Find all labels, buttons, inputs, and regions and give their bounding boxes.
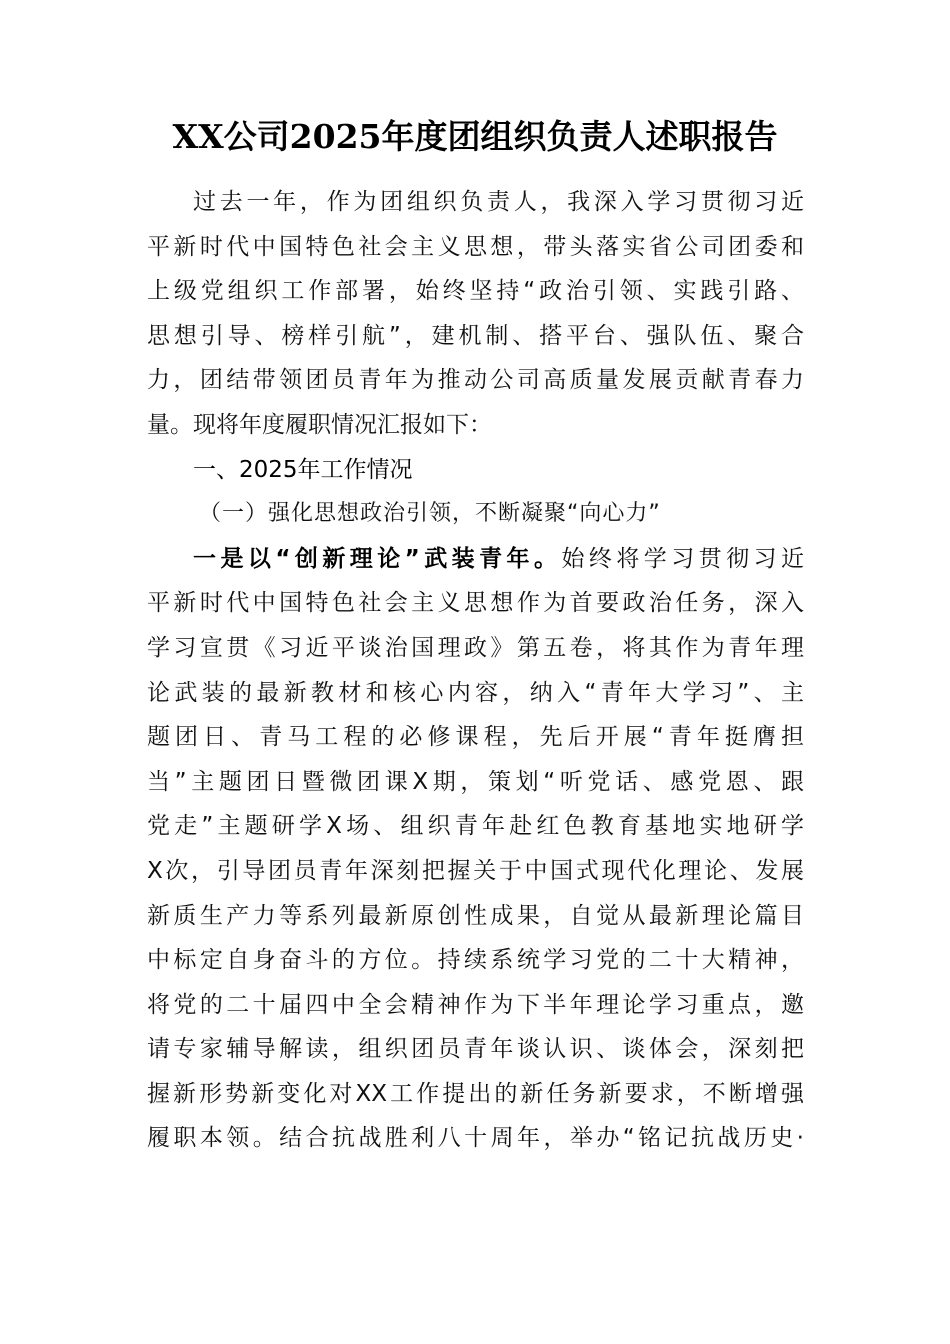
paragraph-line: 平新时代中国特色社会主义思想作为首要政治任务，深入 [147,590,804,617]
paragraph-line: 当”主题团日暨微团课X期，策划“听党话、感党恩、跟 [147,768,804,795]
paragraph-line: 中标定自身奋斗的方位。持续系统学习党的二十大精神， [147,947,804,974]
document-body [147,180,804,1161]
paragraph-line: 平新时代中国特色社会主义思想，带头落实省公司团委和 [147,233,804,260]
paragraph-line: 量。现将年度履职情况汇报如下： [147,411,492,438]
point-lead-bold: 一是以“创新理论”武装青年。 [193,545,562,572]
paragraph-line: 新质生产力等系列最新原创性成果，自觉从最新理论篇目 [147,902,804,929]
paragraph-line: 上级党组织工作部署，始终坚持“政治引领、实践引路、 [147,278,804,305]
document-title: XX公司2025年度团组织负责人述职报告 [172,117,778,156]
paragraph-line: 请专家辅导解读，组织团员青年谈认识、谈体会，深刻把 [147,1036,804,1063]
paragraph-line: 论武装的最新教材和核心内容，纳入“青年大学习”、主 [147,679,804,706]
point-one-paragraph [147,537,804,1161]
point-lead-rest: 始终将学习贯彻习近 [561,545,805,572]
paragraph-line: 题团日、青马工程的必修课程，先后开展“青年挺膺担 [147,724,804,751]
paragraph-line: 过去一年，作为团组织负责人，我深入学习贯彻习近 [193,189,804,215]
paragraph-line: 党走”主题研学X场、组织青年赴红色教育基地实地研学 [147,813,804,840]
paragraph-line: 履职本领。结合抗战胜利八十周年，举办“铭记抗战历史· [147,1125,804,1152]
paragraph-line [147,537,804,582]
paragraph-line: 学习宣贯《习近平谈治国理政》第五卷，将其作为青年理 [147,634,804,661]
intro-paragraph [147,180,804,448]
section-heading: 一、2025年工作情况 [193,456,413,483]
subsection-heading: （一）强化思想政治引领，不断凝聚“向心力” [199,501,661,527]
paragraph-line: X次，引导团员青年深刻把握关于中国式现代化理论、发展 [147,857,804,884]
paragraph-line: 思想引导、榜样引航”，建机制、搭平台、强队伍、聚合 [147,322,804,349]
paragraph-line: 力，团结带领团员青年为推动公司高质量发展贡献青春力 [147,367,804,394]
paragraph-line: 将党的二十届四中全会精神作为下半年理论学习重点，邀 [147,991,804,1018]
paragraph-line: 握新形势新变化对XX工作提出的新任务新要求，不断增强 [147,1080,804,1107]
